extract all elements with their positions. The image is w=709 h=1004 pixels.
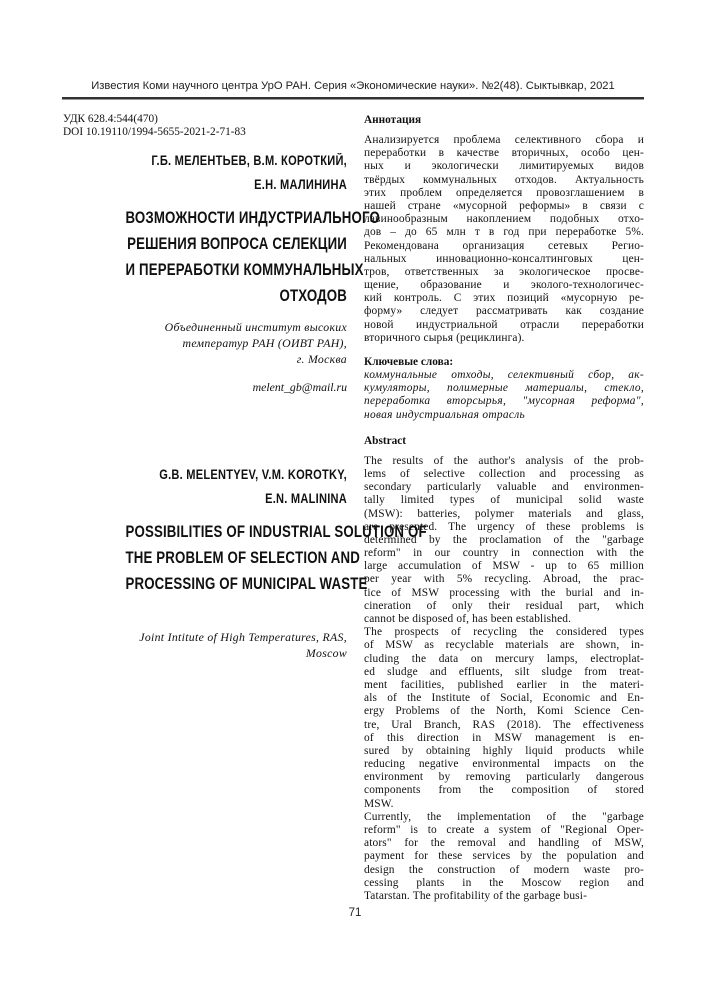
text-line: cluding the data on mercury lamps, electroplat- <box>364 652 644 665</box>
text-line: дов – до 65 млн т в год при переработке 5%. <box>364 226 644 239</box>
text-line: тров, ответственных за экологическое просве- <box>364 265 644 278</box>
author-email[interactable]: melent_gb@mail.ru <box>252 380 347 394</box>
text-line: ment facilities, published earlier in the materi- <box>364 678 644 691</box>
text-line: форму» следует рассматривать как создание <box>364 305 644 318</box>
text-line: The prospects of recycling the considered types <box>364 626 644 639</box>
keywords-heading: Ключевые слова: <box>364 356 454 368</box>
text-line: Рекомендована организация сетевых Регио- <box>364 239 644 252</box>
udc-code: УДК 628.4:544(470) <box>63 113 158 125</box>
text-line: are presented. The urgency of these problems is <box>364 520 644 533</box>
text-line: tice of MSW processing with the burial and in- <box>364 586 644 599</box>
title-line: ОТХОДОВ <box>279 286 347 305</box>
text-line: cessing plants in the Moscow region and <box>364 876 644 889</box>
text-line: новая индустриальная отрасль <box>364 408 525 421</box>
text-line: вторичного сырья (рециклинга). <box>364 331 525 344</box>
russian-affiliation <box>63 319 347 367</box>
right-column <box>364 113 644 903</box>
abstract-text <box>364 455 644 903</box>
text-line: кумуляторы, полимерные материалы, стекло, <box>364 382 644 395</box>
english-authors <box>114 463 347 511</box>
russian-title <box>63 205 380 309</box>
english-title <box>63 519 427 597</box>
text-line: of MSW as recyclable materials are shown, in- <box>364 639 644 652</box>
text-line: of this direction in MSW management is en- <box>364 731 644 744</box>
page-number: 71 <box>348 907 362 919</box>
text-line: payment for these services by the population and <box>364 850 644 863</box>
text-line: reform" is to create a system of "Regional Oper- <box>364 824 644 836</box>
affiliation-line: Joint Intitute of High Temperatures, RAS, <box>139 630 347 644</box>
annotation-heading: Аннотация <box>364 114 422 126</box>
text-line: determined by the proclamation of the "garbage <box>364 533 644 546</box>
text-line: нашей стране «мусорной реформы» в связи с <box>364 199 644 212</box>
text-line: новой индустриальной отрасли переработки <box>364 318 644 331</box>
annotation-text <box>364 134 644 345</box>
text-line: (MSW): batteries, polymer materials and glass, <box>364 507 644 520</box>
title-line: PROCESSING OF MUNICIPAL WASTE <box>125 574 368 593</box>
text-line: ators" for the removal and handling of MSW, <box>364 837 644 850</box>
text-line: environment by removing particularly dangerous <box>364 771 644 784</box>
title-line: POSSIBILITIES OF INDUSTRIAL SOLUTION OF <box>125 522 427 541</box>
title-line: РЕШЕНИЯ ВОПРОСА СЕЛЕКЦИИ <box>127 234 348 253</box>
text-line: переработки в качестве вторичных, особо цен- <box>364 147 644 160</box>
text-line: кий контроль. С этих позиций «мусорную ре- <box>364 292 644 305</box>
text-line: Tatarstan. The profitability of the garbage busi- <box>364 889 588 902</box>
text-line: Анализируется проблема селективного сбора и <box>364 134 644 146</box>
affiliation-line: Moscow <box>305 646 347 660</box>
english-affiliation <box>63 629 347 661</box>
affiliation-line: Объединенный институт высоких <box>164 320 347 334</box>
text-line: lems of selective collection and processing as <box>364 467 644 480</box>
author-line: Е.Н. МАЛИНИНА <box>254 177 347 192</box>
author-line: E.N. MALININA <box>265 491 347 506</box>
author-line: Г.Б. МЕЛЕНТЬЕВ, В.М. КОРОТКИЙ, <box>151 153 347 168</box>
text-line: Currently, the implementation of the "garbage <box>364 810 644 823</box>
text-line: ed sludge and effluents, silt sludge from treat- <box>364 665 644 678</box>
text-line: ных и экологически лимитируемых видов <box>364 160 644 173</box>
text-line: components from the composition of stored <box>364 784 644 797</box>
text-line: этих проблем определяется провозглашением в <box>364 186 644 199</box>
title-line: ВОЗМОЖНОСТИ ИНДУСТРИАЛЬНОГО <box>125 208 380 227</box>
text-line: ergy Problems of the North, Komi Science Cen- <box>364 705 644 718</box>
affiliation-line: температур РАН (ОИВТ РАН), <box>182 336 347 350</box>
author-line: G.B. MELENTYEV, V.M. KOROTKY, <box>159 467 347 482</box>
text-line: tre, Ural Branch, RAS (2018). The effectiveness <box>364 718 644 731</box>
text-line: щение, образование и эколого-технологичес- <box>364 279 644 292</box>
text-line: large accumulation of MSW - up to 65 million <box>364 560 644 573</box>
text-line: tally limited types of municipal solid waste <box>364 494 644 507</box>
text-line: sured by obtaining highly liquid products while <box>364 744 644 757</box>
keywords-text <box>364 369 644 422</box>
doi: DOI 10.19110/1994-5655-2021-2-71-83 <box>63 126 246 138</box>
text-line: нальных инновационно-консалтинговых цен- <box>364 252 644 265</box>
title-line: THE PROBLEM OF SELECTION AND <box>125 548 360 567</box>
text-line: коммунальные отходы, селективный сбор, ак- <box>364 369 644 381</box>
abstract-heading: Abstract <box>364 434 407 447</box>
text-line: cannot be disposed of, has been established. <box>364 613 572 625</box>
text-line: лавинообразным накоплением подобных отхо- <box>364 213 644 226</box>
title-line: И ПЕРЕРАБОТКИ КОММУНАЛЬНЫХ <box>125 260 364 279</box>
text-line: secondary particularly valuable and environmen- <box>364 481 644 494</box>
text-line: per year with 5% recycling. Abroad, the prac- <box>364 573 644 586</box>
text-line: переработка вторсырья, "мусорная реформа", <box>364 395 644 408</box>
text-line: reducing negative environmental impacts on the <box>364 758 644 771</box>
running-head: Известия Коми научного центра УрО РАН. Серия «Экономические науки». №2(48). Сыктывкар, 2021 <box>91 80 615 92</box>
text-line: als of the Institute of Social, Economic and En- <box>364 692 644 705</box>
affiliation-line: г. Москва <box>296 352 347 366</box>
text-line: reform" in our country in connection with the <box>364 547 644 560</box>
text-line: cineration of only their residual part, which <box>364 599 644 612</box>
russian-authors <box>114 149 347 197</box>
text-line: The results of the author's analysis of the prob- <box>364 454 644 467</box>
text-line: твёрдых коммунальных отходов. Актуальность <box>364 173 644 186</box>
text-line: design the construction of modern waste pro- <box>364 863 644 876</box>
text-line: MSW. <box>364 797 394 810</box>
header-rule <box>62 97 644 100</box>
